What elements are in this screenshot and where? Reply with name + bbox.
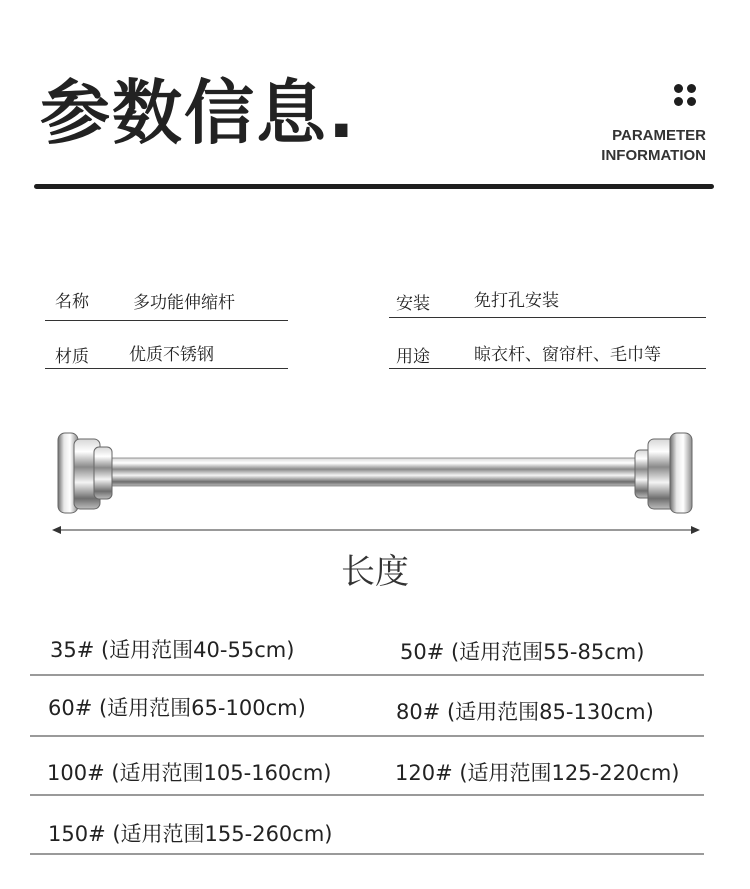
spec-value-name: 多功能伸缩杆 xyxy=(133,293,235,313)
tension-rod-illustration xyxy=(50,425,700,520)
subtitle-line-1: PARAMETER xyxy=(612,127,706,144)
spec-label-material: 材质 xyxy=(55,347,89,367)
spec-value-usage: 晾衣杆、窗帘杆、毛巾等 xyxy=(474,345,661,365)
spec-divider xyxy=(45,320,288,321)
size-item-50: 50# (适用范围55-85cm) xyxy=(400,640,645,664)
size-item-100: 100# (适用范围105-160cm) xyxy=(47,761,332,785)
size-divider xyxy=(30,853,704,855)
spec-divider xyxy=(45,368,288,369)
subtitle-line-2: INFORMATION xyxy=(601,147,706,164)
spec-value-material: 优质不锈钢 xyxy=(129,345,214,365)
spec-value-install: 免打孔安装 xyxy=(474,291,559,311)
spec-divider xyxy=(389,317,706,318)
size-divider xyxy=(30,674,704,676)
size-item-35: 35# (适用范围40-55cm) xyxy=(50,638,295,662)
size-item-60: 60# (适用范围65-100cm) xyxy=(48,696,306,720)
page-title-text: 参数信息 xyxy=(40,72,328,154)
spec-divider xyxy=(389,368,706,369)
four-dots-icon xyxy=(674,84,698,108)
length-label: 长度 xyxy=(341,552,409,592)
header-divider xyxy=(34,184,714,189)
spec-label-install: 安装 xyxy=(396,294,430,314)
size-item-80: 80# (适用范围85-130cm) xyxy=(396,700,654,724)
title-dot: . xyxy=(328,72,357,154)
size-item-150: 150# (适用范围155-260cm) xyxy=(48,822,333,846)
size-divider xyxy=(30,735,704,737)
spec-label-name: 名称 xyxy=(55,292,89,312)
page-title xyxy=(40,72,357,154)
size-item-120: 120# (适用范围125-220cm) xyxy=(395,761,680,785)
size-divider xyxy=(30,794,704,796)
subtitle-english xyxy=(601,126,706,166)
length-arrow xyxy=(52,523,700,537)
spec-label-usage: 用途 xyxy=(396,347,430,367)
